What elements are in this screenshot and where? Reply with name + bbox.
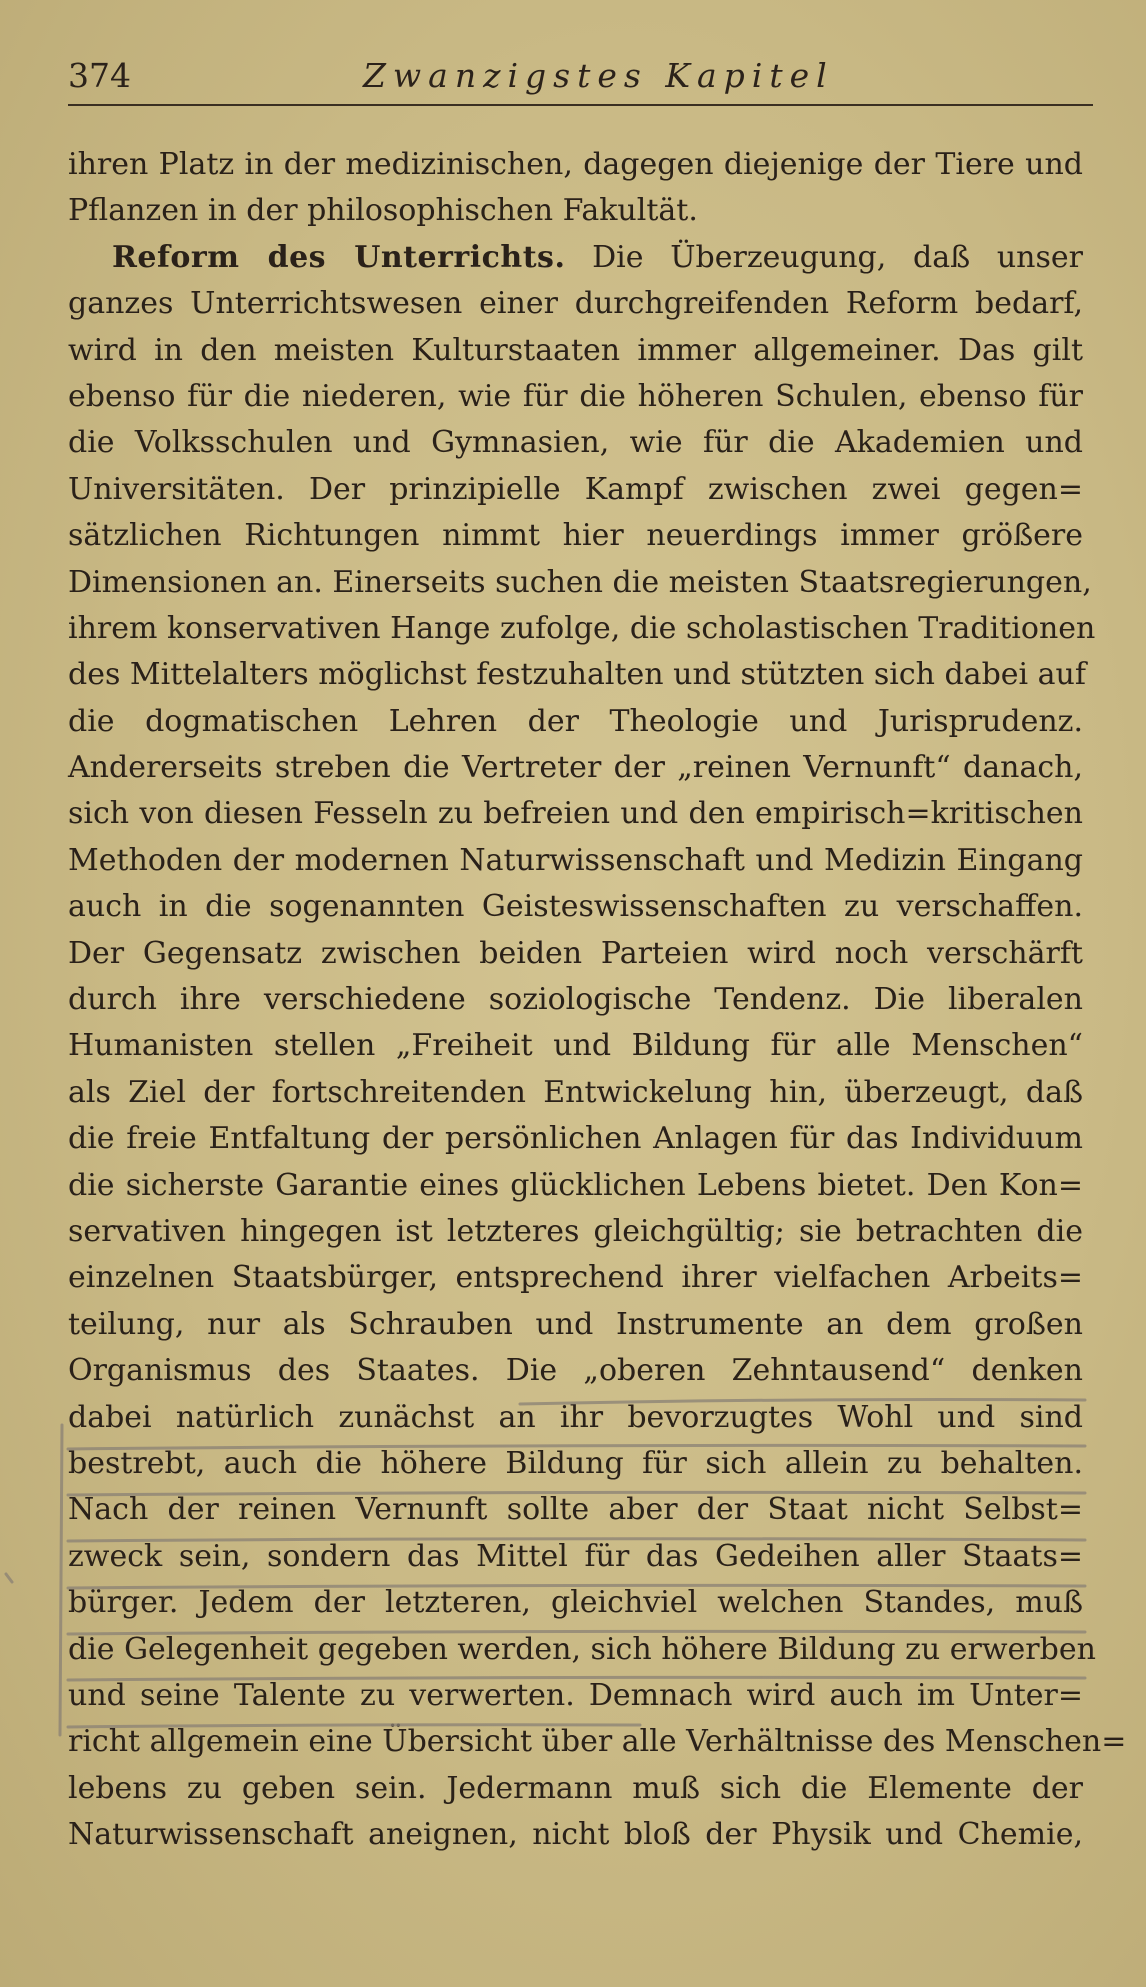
text-line: zweck sein, sondern das Mittel für das Gedeihen aller Staats= [68, 1538, 1083, 1574]
page-header [68, 52, 1093, 106]
text-line: die freie Entfaltung der persönlichen Anlagen für das Individuum [68, 1121, 1083, 1157]
text-line: die Volksschulen und Gymnasien, wie für die Akademien und [68, 425, 1083, 461]
text-line: teilung, nur als Schrauben und Instrumente an dem großen [68, 1306, 1083, 1342]
text-line: ihrem konservativen Hange zufolge, die scholastischen Traditionen [68, 610, 1096, 646]
section-heading: Reform des Unterrichts. [112, 239, 566, 275]
text-line: auch in die sogenannten Geisteswissenschaften zu verschaffen. [68, 889, 1083, 925]
text-line: ebenso für die niederen, wie für die höheren Schulen, ebenso für [68, 378, 1083, 414]
text-line: und seine Talente zu verwerten. Demnach wird auch im Unter= [68, 1677, 1083, 1713]
running-head: Zwanzigstes Kapitel [363, 56, 834, 95]
text-line: als Ziel der fortschreitenden Entwickelung hin, überzeugt, daß [68, 1074, 1083, 1110]
margin-tick [6, 1574, 12, 1582]
text-line: Humanisten stellen „Freiheit und Bildung für alle Menschen“ [68, 1028, 1083, 1064]
text-line: Dimensionen an. Einerseits suchen die meisten Staatsregierungen, [68, 564, 1092, 600]
text-line: des Mittelalters möglichst festzuhalten und stützten sich dabei auf [68, 657, 1086, 693]
text-line: lebens zu geben sein. Jedermann muß sich die Elemente der [68, 1770, 1083, 1806]
text-line: dabei natürlich zunächst an ihr bevorzugtes Wohl und sind [68, 1399, 1083, 1435]
text-line: Andererseits streben die Vertreter der „reinen Vernunft“ danach, [68, 750, 1083, 786]
text-line: bürger. Jedem der letzteren, gleichviel welchen Standes, muß [68, 1585, 1083, 1621]
text-line: die dogmatischen Lehren der Theologie und Jurisprudenz. [68, 703, 1083, 739]
text-line: sich von diesen Fesseln zu befreien und den empirisch=kritischen [68, 796, 1083, 832]
text-fragment: Die Überzeugung, daß unser [565, 239, 1083, 275]
text-line: die Gelegenheit gegeben werden, sich höhere Bildung zu erwerben [68, 1631, 1096, 1667]
text-line: Nach der reinen Vernunft sollte aber der Staat nicht Selbst= [68, 1492, 1083, 1528]
margin-line [60, 1425, 62, 1735]
text-line [68, 235, 1083, 281]
text-line: bestrebt, auch die höhere Bildung für sich allein zu behalten. [68, 1445, 1083, 1481]
text-line: servativen hingegen ist letzteres gleichgültig; sie betrachten die [68, 1213, 1083, 1249]
text-line: Methoden der modernen Naturwissenschaft und Medizin Eingang [68, 842, 1083, 878]
text-line: einzelnen Staatsbürger, entsprechend ihrer vielfachen Arbeits= [68, 1260, 1083, 1296]
body-text [68, 142, 1127, 1858]
text-line: wird in den meisten Kulturstaaten immer allgemeiner. Das gilt [68, 332, 1083, 368]
text-line: durch ihre verschiedene soziologische Tendenz. Die liberalen [68, 982, 1083, 1018]
text-line: richt allgemein eine Übersicht über alle Verhältnisse des Menschen= [68, 1724, 1127, 1760]
text-line: sätzlichen Richtungen nimmt hier neuerdings immer größere [68, 518, 1083, 554]
text-line: Universitäten. Der prinzipielle Kampf zwischen zwei gegen= [68, 471, 1083, 507]
page-number: 374 [68, 56, 131, 95]
text-line: Der Gegensatz zwischen beiden Parteien wird noch verschärft [68, 935, 1083, 971]
text-line: Organismus des Staates. Die „oberen Zehntausend“ denken [68, 1353, 1083, 1389]
text-line: ihren Platz in der medizinischen, dagegen diejenige der Tiere und [68, 147, 1083, 182]
text-line: die sicherste Garantie eines glücklichen Lebens bietet. Den Kon= [68, 1167, 1083, 1203]
text-line: Naturwissenschaft aneignen, nicht bloß der Physik und Chemie, [68, 1817, 1083, 1853]
text-line: ganzes Unterrichtswesen einer durchgreifenden Reform bedarf, [68, 286, 1083, 322]
text-line: Pflanzen in der philosophischen Fakultät. [68, 193, 698, 229]
